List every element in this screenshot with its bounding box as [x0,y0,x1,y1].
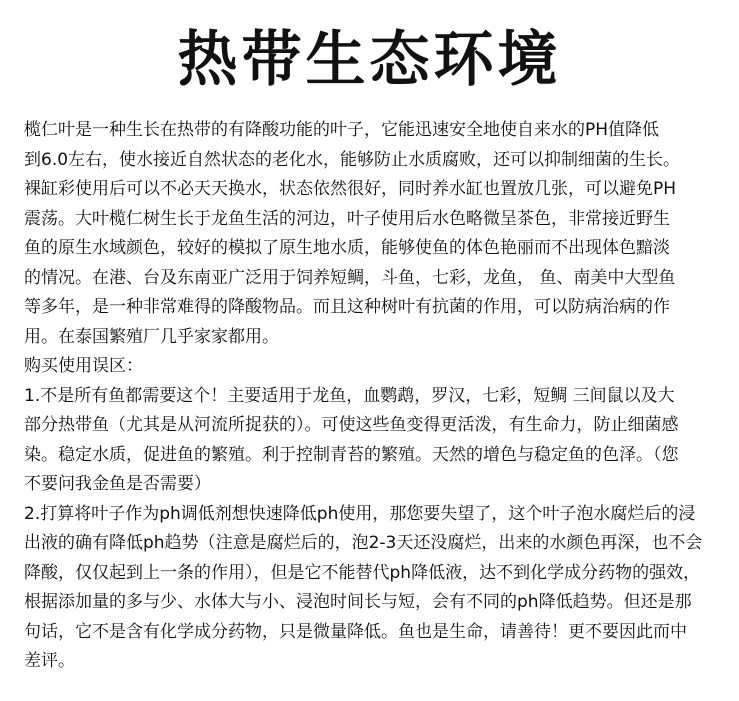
text-line: 震荡。大叶榄仁树生长于龙鱼生活的河边，叶子使用后水色略微呈茶色，非常接近野生 [24,208,670,229]
text-line: 差评。 [24,651,75,671]
section-heading-misuse: 购买使用误区： [24,356,143,376]
text-line: 2.打算将叶子作为ph调低剂想快速降低ph使用，那您要失望了，这个叶子泡水腐烂后的浸 [24,503,696,524]
text-line: 等多年，是一种非常难得的降酸物品。而且这种树叶有抗菌的作用，可以防病治病的作 [24,297,670,317]
text-line: 降酸，仅仅起到上一条的作用），但是它不能替代ph降低液，达不到化学成分药物的强效， [24,562,701,583]
article-body [24,116,724,677]
page-title: 热带生态环境 [177,25,562,95]
text-line: 根据添加量的多与少、水体大与小、浸泡时间长与短，会有不同的ph降低趋势。但还是那 [24,592,692,612]
text-line: 部分热带鱼（尤其是从河流所捉获的）。可使这些鱼变得更活泼，有生命力，防止细菌感 [24,415,679,435]
text-line: 到6.0左右，使水接近自然状态的老化水，能够防止水质腐败，还可以抑制细菌的生长。 [24,149,681,170]
text-line: 鱼的原生水域颜色，较好的模拟了原生地水质，能够使鱼的体色艳丽而不出现体色黯淡 [24,238,670,258]
text-line: 榄仁叶是一种生长在热带的有降酸功能的叶子，它能迅速安全地使自来水的PH值降低 [24,120,660,140]
text-line: 的情况。在港、台及东南亚广泛用于饲养短鲷，斗鱼，七彩，龙鱼， 鱼、南美中大型鱼 [24,267,676,288]
text-line: 不要问我金鱼是否需要） [24,474,211,494]
text-line: 句话，它不是含有化学成分药物，只是微量降低。鱼也是生命，请善待！更不要因此而中 [24,621,687,642]
text-line: 1.不是所有鱼都需要这个！主要适用于龙鱼，血鹦鹉，罗汉，七彩，短鲷 三间鼠以及大 [24,385,675,406]
text-line: 出液的确有降低ph趋势（注意是腐烂后的，泡2-3天还没腐烂，出来的水颜色再深，也不会 [24,533,703,553]
text-line: 染。稳定水质，促进鱼的繁殖。利于控制青苔的繁殖。天然的增色与稳定鱼的色泽。（您 [24,444,679,465]
text-line: 用。在泰国繁殖厂几乎家家都用。 [24,326,279,347]
text-line: 裸缸彩使用后可以不必天天换水，状态依然很好，同时养水缸也置放几张，可以避免PH [24,179,677,199]
